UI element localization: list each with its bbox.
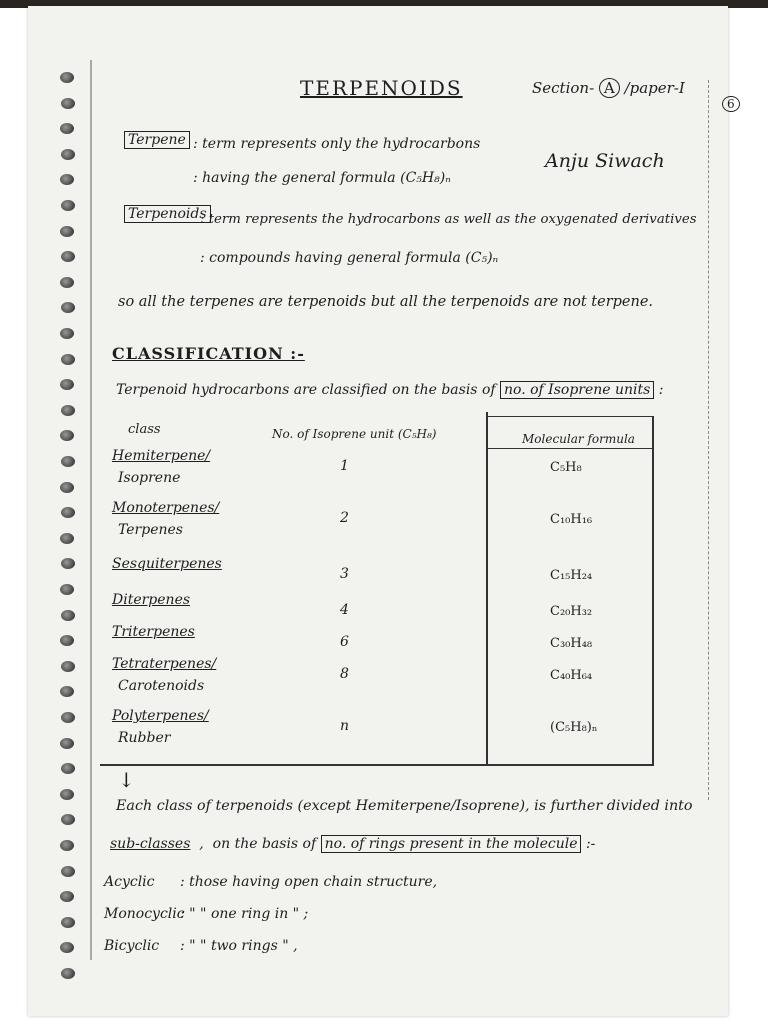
subclass-term: Bicyclic [104,938,160,954]
table-cell-formula: C₃₀H₄₈ [550,636,593,651]
spiral-hole [60,789,74,800]
table-cell-formula: C₁₀H₁₆ [550,512,593,527]
spiral-hole [61,354,75,365]
spiral-hole [61,866,75,877]
table-cell-units: 6 [340,634,349,650]
spiral-hole [60,226,74,237]
page-number [722,96,740,112]
table-cell-class-sub: Isoprene [118,470,181,486]
table-cell-formula: C₅H₈ [550,460,582,475]
subclass-term: Monocyclic [104,906,185,922]
table-cell-formula: C₁₅H₂₄ [550,568,593,583]
section-label [532,78,685,98]
basis-text: on the basis of [212,836,317,852]
spiral-hole [61,917,75,928]
margin-line [90,60,92,960]
terpenoids-line1: : term represents the hydrocarbons as well as the oxygenated derivatives [200,212,697,227]
subclass-term: Acyclic [104,874,155,890]
table-cell-formula: (C₅H₈)ₙ [550,720,598,735]
spiral-hole [61,200,75,211]
terpene-box: Terpene [124,131,190,149]
subclass-line2: sub-classes , on the basis of no. of rings present in the molecule :- [110,836,596,852]
table-cell-class: Diterpenes [112,592,191,608]
spiral-hole [60,328,74,339]
table-divider-2 [652,416,654,766]
table-cell-units: 4 [340,602,349,618]
terpene-line1: : term represents only the hydrocarbons [193,136,481,152]
table-top-line [486,416,652,417]
intro-colon: : [658,382,664,398]
subclass-desc: : " " two rings " , [180,938,298,954]
table-cell-class-sub: Rubber [118,730,171,746]
table-cell-units: n [340,718,350,734]
subclass-line1: Each class of terpenoids (except Hemiterpene/Isoprene), is further divided into [116,798,693,814]
table-cell-units: 2 [340,510,349,526]
table-cell-class: Sesquiterpenes [112,556,222,572]
terpenoids-box: Terpenoids [124,205,211,223]
spiral-hole [60,738,74,749]
spiral-hole [61,661,75,672]
table-cell-class: Tetraterpenes/ [112,656,217,672]
terpenoids-term [124,206,211,222]
terpene-term [124,132,190,148]
table-header-units: No. of Isoprene unit (C₅H₈) [272,427,437,441]
spiral-hole [61,610,75,621]
down-arrow: ↓ [118,768,135,792]
spiral-hole [60,533,74,544]
paper-text: /paper-I [624,79,685,97]
terpene-line2: : having the general formula (C₅H₈)ₙ [193,170,451,186]
subclass-desc: : " " one ring in " ; [180,906,309,922]
table-cell-formula: C₂₀H₃₂ [550,604,593,619]
table-cell-units: 1 [340,458,349,474]
isoprene-units-box: no. of Isoprene units [500,381,654,399]
spiral-hole [60,584,74,595]
subclasses-term: sub-classes [110,836,191,852]
subclass-desc: : those having open chain structure, [180,874,438,890]
table-cell-class-sub: Carotenoids [118,678,205,694]
section-circle: A [599,78,620,98]
spiral-hole [61,149,75,160]
classification-intro [116,382,664,398]
table-cell-class: Monoterpenes/ [112,500,220,516]
rings-box: no. of rings present in the molecule [321,835,582,853]
table-header-class: class [128,422,161,437]
spiral-hole [60,482,74,493]
spiral-hole [60,840,74,851]
page-number-circle: 6 [722,96,740,112]
table-cell-class: Triterpenes [112,624,195,640]
spiral-hole [61,968,75,979]
classification-heading: CLASSIFICATION :- [112,344,305,363]
section-text: Section- [532,79,595,97]
author-signature: Anju Siwach [545,150,665,172]
table-cell-units: 8 [340,666,349,682]
spiral-hole [61,712,75,723]
table-cell-class-sub: Terpenes [118,522,183,538]
table-cell-units: 3 [340,566,349,582]
intro-text: Terpenoid hydrocarbons are classified on the basis of [116,382,496,398]
line2-end: :- [585,836,596,852]
table-cell-class: Hemiterpene/ [112,448,211,464]
spiral-hole [61,98,75,109]
spiral-hole [60,277,74,288]
spiral-hole [61,456,75,467]
spiral-hole [61,405,75,416]
conclusion-line: so all the terpenes are terpenoids but all the terpenoids are not terpene. [118,294,654,310]
right-margin-line [708,80,709,800]
table-divider-1 [486,412,488,764]
table-cell-formula: C₄₀H₆₄ [550,668,593,683]
page-title: TERPENOIDS [300,76,463,100]
spiral-hole [60,72,74,83]
table-header-formula: Molecular formula [522,432,635,446]
table-bottom-line [100,764,653,766]
table-cell-class: Polyterpenes/ [112,708,209,724]
table-header-line [488,448,652,449]
terpenoids-line2: : compounds having general formula (C₅)ₙ [200,250,499,266]
